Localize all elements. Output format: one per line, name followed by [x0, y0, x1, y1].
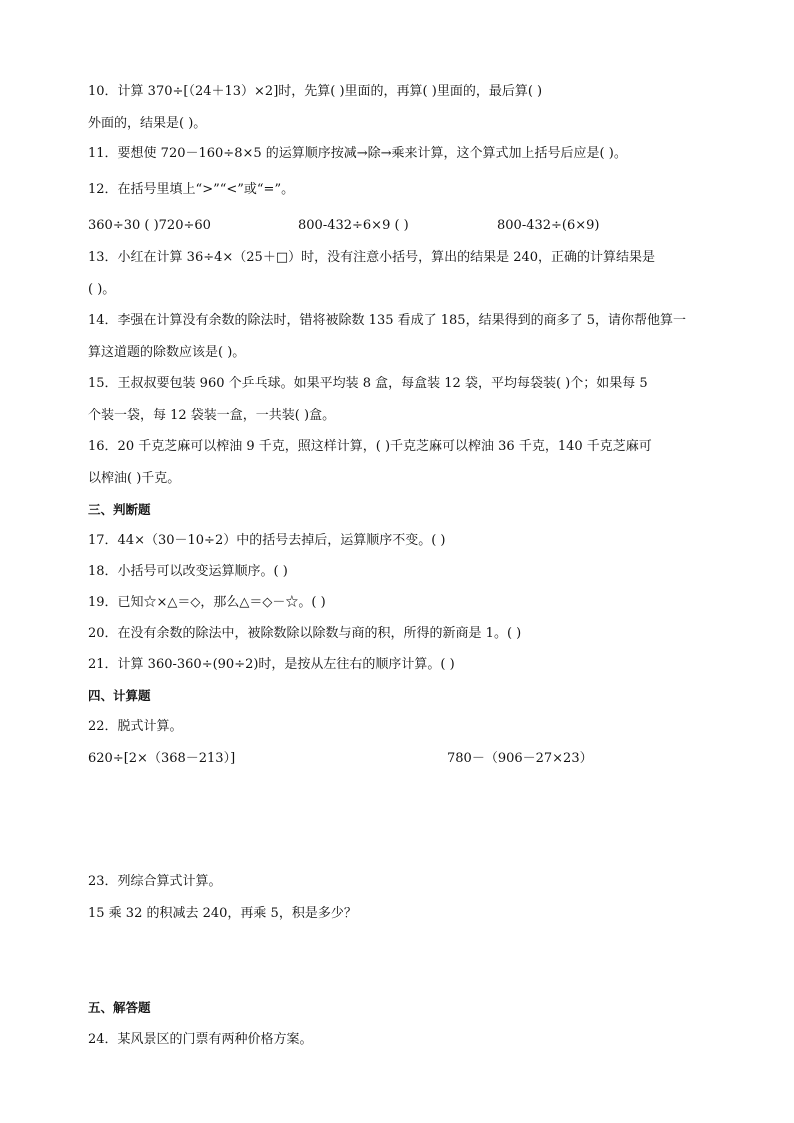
- section-5-heading: 五、解答题: [88, 1000, 151, 1015]
- question-12-item-1: 360÷30 ( )720÷60: [88, 218, 211, 233]
- question-13-line-1: 13．小红在计算 36÷4×（25＋□）时，没有注意小括号，算出的结果是 240，正确的计算结果是: [88, 250, 656, 265]
- question-23: 23．列综合算式计算。: [88, 874, 222, 889]
- question-14-line-2: 算这道题的除数应该是( )。: [88, 345, 246, 360]
- question-14-line-1: 14．李强在计算没有余数的除法时，错将被除数 135 看成了 185，结果得到的商多了 5，请你帮他算一: [88, 313, 686, 328]
- question-15-line-1: 15．王叔叔要包装 960 个乒乓球。如果平均装 8 盒，每盒装 12 袋，平均每袋装( )个；如果每 5: [88, 376, 648, 391]
- question-10-line-1: 10．计算 370÷[（24＋13）×2]时，先算( )里面的，再算( )里面的，最后算( ): [88, 84, 543, 99]
- question-10-line-2: 外面的，结果是( )。: [88, 116, 207, 131]
- section-3-heading: 三、判断题: [88, 502, 151, 517]
- question-16-line-1: 16．20 千克芝麻可以榨油 9 千克，照这样计算，( )千克芝麻可以榨油 36 千克，140 千克芝麻可: [88, 439, 652, 454]
- question-21: 21．计算 360-360÷(90÷2)时，是按从左往右的顺序计算。( ): [88, 657, 455, 672]
- question-13-line-2: ( )。: [88, 282, 116, 297]
- section-4-heading: 四、计算题: [88, 688, 151, 703]
- question-20: 20．在没有余数的除法中，被除数除以除数与商的积，所得的新商是 1。( ): [88, 626, 522, 641]
- question-12: 12．在括号里填上“>”“<”或“=”。: [88, 182, 295, 197]
- question-24: 24．某风景区的门票有两种价格方案。: [88, 1032, 313, 1047]
- question-11: 11．要想使 720－160÷8×5 的运算顺序按减→除→乘来计算，这个算式加上括号后应是( )。: [88, 146, 627, 161]
- question-15-line-2: 个装一袋，每 12 袋装一盒，一共装( )盒。: [88, 408, 336, 423]
- question-22-expression-1: 620÷[2×（368－213）]: [88, 751, 236, 766]
- question-22: 22．脱式计算。: [88, 719, 183, 734]
- question-12-item-3: 800-432÷(6×9): [497, 218, 600, 233]
- question-18: 18．小括号可以改变运算顺序。( ): [88, 564, 288, 579]
- question-19: 19．已知☆×△＝◇，那么△＝◇－☆。( ): [88, 595, 326, 610]
- question-23-text: 15 乘 32 的积减去 240，再乘 5，积是多少？: [88, 906, 357, 921]
- question-12-item-2: 800-432÷6×9 ( ): [298, 218, 409, 233]
- question-16-line-2: 以榨油( )千克。: [88, 471, 181, 486]
- question-22-expression-2: 780－（906－27×23）: [447, 751, 593, 766]
- question-17: 17．44×（30－10÷2）中的括号去掉后，运算顺序不变。( ): [88, 533, 446, 548]
